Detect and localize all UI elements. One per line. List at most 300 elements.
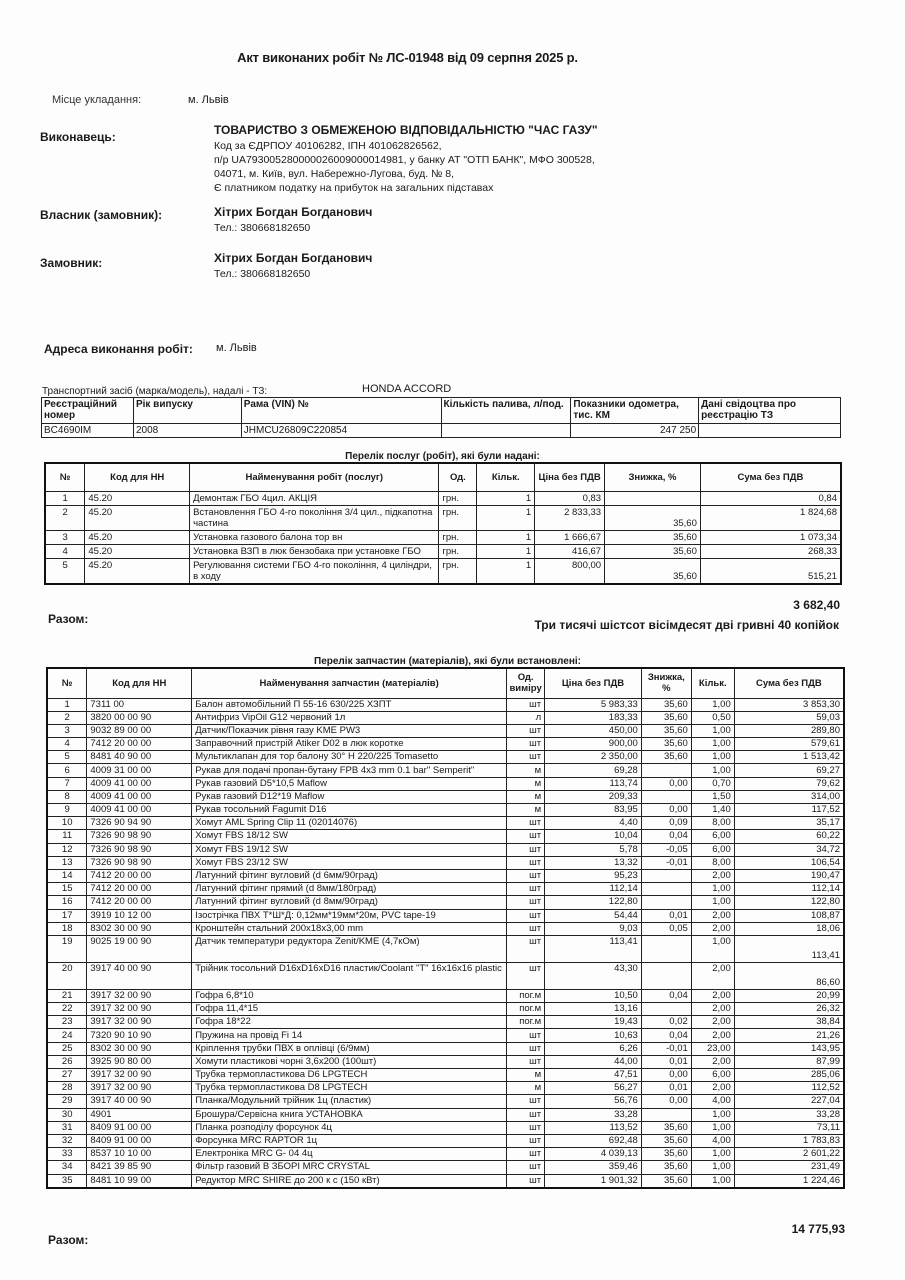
- part-code: 3820 00 00 90: [87, 711, 192, 724]
- part-discount: 0,05: [641, 922, 691, 935]
- part-sum: 18,06: [734, 922, 844, 935]
- part-name: Трубка термопластикова D6 LPGTECH: [192, 1069, 507, 1082]
- part-sum: 285,06: [734, 1069, 844, 1082]
- part-unit: шт: [507, 909, 545, 922]
- part-name: Датчик/Показчик рівня газу KME PW3: [192, 724, 507, 737]
- part-unit: шт: [507, 883, 545, 896]
- part-unit: шт: [507, 1161, 545, 1174]
- part-discount: [641, 869, 691, 882]
- part-code: 7320 90 10 90: [87, 1029, 192, 1042]
- part-discount: [641, 962, 691, 989]
- services-caption: [0, 451, 905, 462]
- parts-row: [47, 1016, 844, 1029]
- part-discount: [641, 935, 691, 962]
- services-header-unit: Од.: [439, 463, 477, 491]
- part-discount: [641, 1003, 691, 1016]
- part-discount: [641, 764, 691, 777]
- part-sum: 1 224,46: [734, 1174, 844, 1188]
- vehicle-odometer: 247 250: [571, 424, 699, 438]
- parts-row: [47, 711, 844, 724]
- part-discount: 35,60: [641, 751, 691, 764]
- part-sum: 112,52: [734, 1082, 844, 1095]
- part-no: 24: [47, 1029, 87, 1042]
- part-price: 54,44: [545, 909, 642, 922]
- parts-header-qty: Кільк.: [691, 668, 734, 698]
- part-unit: шт: [507, 962, 545, 989]
- parts-row: [47, 724, 844, 737]
- part-sum: 34,72: [734, 843, 844, 856]
- service-code: 45.20: [85, 491, 190, 505]
- parts-row: [47, 1042, 844, 1055]
- executor-label: Виконавець:: [40, 130, 116, 144]
- owner-phone: Тел.: 380668182650: [214, 222, 311, 234]
- parts-row: [47, 856, 844, 869]
- part-discount: 0,01: [641, 909, 691, 922]
- part-unit: м: [507, 804, 545, 817]
- part-price: 209,33: [545, 790, 642, 803]
- part-discount: 35,60: [641, 1161, 691, 1174]
- part-code: 4009 31 00 00: [87, 764, 192, 777]
- part-price: 13,16: [545, 1003, 642, 1016]
- services-header-sum: Сума без ПДВ: [700, 463, 841, 491]
- part-price: 83,95: [545, 804, 642, 817]
- part-discount: 35,60: [641, 711, 691, 724]
- service-no: 1: [45, 491, 85, 505]
- part-code: 8302 30 00 90: [87, 1042, 192, 1055]
- parts-row: [47, 804, 844, 817]
- part-price: 9,03: [545, 922, 642, 935]
- part-price: 10,50: [545, 989, 642, 1002]
- part-name: Хомут FBS 19/12 SW: [192, 843, 507, 856]
- part-price: 113,52: [545, 1121, 642, 1134]
- part-code: 4009 41 00 00: [87, 790, 192, 803]
- vehicle-header-year: Рік випуску: [133, 398, 241, 424]
- part-qty: 1,00: [691, 896, 734, 909]
- service-discount: 35,60: [605, 558, 701, 584]
- part-sum: 143,95: [734, 1042, 844, 1055]
- vehicle-header-vin: Рама (VIN) №: [241, 398, 441, 424]
- part-code: 3919 10 12 00: [87, 909, 192, 922]
- parts-row: [47, 1161, 844, 1174]
- part-price: 10,04: [545, 830, 642, 843]
- part-price: 6,26: [545, 1042, 642, 1055]
- part-qty: 2,00: [691, 1003, 734, 1016]
- part-no: 28: [47, 1082, 87, 1095]
- parts-row: [47, 817, 844, 830]
- vehicle-caption: Транспортний засіб (марка/модель), надалі - ТЗ:: [42, 386, 268, 397]
- part-no: 20: [47, 962, 87, 989]
- part-qty: 1,00: [691, 764, 734, 777]
- part-no: 6: [47, 764, 87, 777]
- part-price: 113,41: [545, 935, 642, 962]
- part-code: 3917 32 00 90: [87, 989, 192, 1002]
- part-price: 44,00: [545, 1055, 642, 1068]
- parts-row: [47, 1003, 844, 1016]
- executor-bank: п/р UA793005280000026009000014981, у банку АТ "ОТП БАНК", МФО 300528,: [214, 154, 595, 166]
- parts-row: [47, 962, 844, 989]
- executor-codes: Код за ЄДРПОУ 40106282, ІПН 401062826562,: [214, 140, 442, 152]
- part-price: 450,00: [545, 724, 642, 737]
- part-no: 7: [47, 777, 87, 790]
- part-unit: шт: [507, 922, 545, 935]
- part-sum: 26,32: [734, 1003, 844, 1016]
- part-sum: 106,54: [734, 856, 844, 869]
- customer-name: Хітрих Богдан Богданович: [214, 251, 373, 265]
- service-no: 5: [45, 558, 85, 584]
- part-no: 29: [47, 1095, 87, 1108]
- part-no: 18: [47, 922, 87, 935]
- part-unit: шт: [507, 830, 545, 843]
- part-no: 33: [47, 1148, 87, 1161]
- part-discount: -0,05: [641, 843, 691, 856]
- part-code: 8421 39 85 90: [87, 1161, 192, 1174]
- parts-header-code: Код для НН: [87, 668, 192, 698]
- part-qty: 4,00: [691, 1095, 734, 1108]
- part-no: 16: [47, 896, 87, 909]
- executor-address: 04071, м. Київ, вул. Набережно-Лугова, буд. № 8,: [214, 168, 455, 180]
- service-discount: 35,60: [605, 544, 701, 558]
- part-discount: 0,09: [641, 817, 691, 830]
- part-price: 692,48: [545, 1134, 642, 1147]
- part-name: Датчик температури редуктора Zenit/KME (4,7кОм): [192, 935, 507, 962]
- part-discount: 35,60: [641, 1134, 691, 1147]
- parts-row: [47, 698, 844, 711]
- parts-row: [47, 1134, 844, 1147]
- part-sum: 227,04: [734, 1095, 844, 1108]
- part-discount: 0,01: [641, 1055, 691, 1068]
- part-price: 33,28: [545, 1108, 642, 1121]
- part-discount: 0,04: [641, 830, 691, 843]
- part-discount: [641, 896, 691, 909]
- part-qty: 2,00: [691, 909, 734, 922]
- part-price: 122,80: [545, 896, 642, 909]
- part-price: 56,27: [545, 1082, 642, 1095]
- part-name: Брошура/Сервісна книга УСТАНОВКА: [192, 1108, 507, 1121]
- parts-body: [47, 698, 844, 1188]
- part-name: Хомути пластикові чорні 3,6х200 (100шт): [192, 1055, 507, 1068]
- part-no: 25: [47, 1042, 87, 1055]
- part-code: 8537 10 10 00: [87, 1148, 192, 1161]
- part-name: Кріплення трубки ПВХ в оплівці (6/9мм): [192, 1042, 507, 1055]
- parts-row: [47, 777, 844, 790]
- part-qty: 1,00: [691, 1121, 734, 1134]
- part-price: 5 983,33: [545, 698, 642, 711]
- vehicle-certificate: [699, 424, 841, 438]
- service-unit: грн.: [439, 491, 477, 505]
- services-table: [44, 462, 842, 585]
- part-code: 3917 40 00 90: [87, 962, 192, 989]
- part-qty: 1,00: [691, 698, 734, 711]
- part-no: 8: [47, 790, 87, 803]
- parts-row: [47, 751, 844, 764]
- part-name: Редуктор MRC SHIRE до 200 к с (150 кВт): [192, 1174, 507, 1188]
- part-no: 31: [47, 1121, 87, 1134]
- part-sum: 117,52: [734, 804, 844, 817]
- part-sum: 38,84: [734, 1016, 844, 1029]
- parts-row: [47, 909, 844, 922]
- service-price: 416,67: [535, 544, 605, 558]
- executor-block: [214, 122, 598, 195]
- part-discount: 0,01: [641, 1082, 691, 1095]
- part-qty: 1,00: [691, 1161, 734, 1174]
- service-unit: грн.: [439, 530, 477, 544]
- parts-row: [47, 738, 844, 751]
- service-price: 2 833,33: [535, 505, 605, 530]
- services-caption-text: Перелік послуг (робіт), які були надані:: [345, 451, 540, 462]
- part-qty: 0,70: [691, 777, 734, 790]
- part-no: 17: [47, 909, 87, 922]
- executor-name: ТОВАРИСТВО З ОБМЕЖЕНОЮ ВІДПОВІДАЛЬНІСТЮ "ЧАС ГАЗУ": [214, 123, 598, 137]
- part-code: 7412 20 00 00: [87, 869, 192, 882]
- services-header-no: №: [45, 463, 85, 491]
- part-name: Трубка термопластикова D8 LPGTECH: [192, 1082, 507, 1095]
- vehicle-model: HONDA ACCORD: [362, 383, 452, 395]
- part-code: 7412 20 00 00: [87, 738, 192, 751]
- part-discount: 0,04: [641, 1029, 691, 1042]
- part-qty: 6,00: [691, 843, 734, 856]
- part-discount: -0,01: [641, 1042, 691, 1055]
- part-unit: шт: [507, 1174, 545, 1188]
- parts-header-no: №: [47, 668, 87, 698]
- part-name: Хомут FBS 23/12 SW: [192, 856, 507, 869]
- part-name: Хомут AML Spring Clip 11 (02014076): [192, 817, 507, 830]
- service-code: 45.20: [85, 558, 190, 584]
- part-code: 8302 30 00 90: [87, 922, 192, 935]
- services-row: [45, 505, 841, 530]
- part-qty: 2,00: [691, 869, 734, 882]
- service-code: 45.20: [85, 505, 190, 530]
- service-discount: 35,60: [605, 505, 701, 530]
- parts-row: [47, 869, 844, 882]
- part-name: Латунний фітинг прямий (d 8мм/180град): [192, 883, 507, 896]
- services-row: [45, 558, 841, 584]
- service-sum: 0,84: [700, 491, 841, 505]
- part-unit: шт: [507, 1095, 545, 1108]
- part-no: 14: [47, 869, 87, 882]
- part-sum: 69,27: [734, 764, 844, 777]
- service-sum: 515,21: [700, 558, 841, 584]
- parts-header-sum: Сума без ПДВ: [734, 668, 844, 698]
- part-qty: 23,00: [691, 1042, 734, 1055]
- part-discount: 0,00: [641, 777, 691, 790]
- service-name: Демонтаж ГБО 4цил. АКЦІЯ: [190, 491, 439, 505]
- part-unit: шт: [507, 698, 545, 711]
- parts-total-value: 14 775,93: [791, 1222, 845, 1236]
- part-no: 10: [47, 817, 87, 830]
- part-price: 43,30: [545, 962, 642, 989]
- part-sum: 33,28: [734, 1108, 844, 1121]
- service-name: Встановлення ГБО 4-го покоління 3/4 цил., підкапотна частина: [190, 505, 439, 530]
- part-name: Антифриз VipOil G12 червоний 1л: [192, 711, 507, 724]
- parts-row: [47, 1055, 844, 1068]
- part-name: Фільтр газовий В ЗБОРІ MRC CRYSTAL: [192, 1161, 507, 1174]
- vehicle-year: 2008: [133, 424, 241, 438]
- part-sum: 3 853,30: [734, 698, 844, 711]
- part-discount: 35,60: [641, 1174, 691, 1188]
- part-discount: [641, 883, 691, 896]
- part-qty: 1,00: [691, 738, 734, 751]
- work-address-value: м. Львів: [216, 342, 257, 354]
- part-unit: шт: [507, 751, 545, 764]
- service-discount: 35,60: [605, 530, 701, 544]
- vehicle-header-odometer: Показники одометра, тис. КМ: [571, 398, 699, 424]
- part-unit: шт: [507, 817, 545, 830]
- part-unit: шт: [507, 1029, 545, 1042]
- part-code: 3917 32 00 90: [87, 1082, 192, 1095]
- parts-row: [47, 922, 844, 935]
- part-unit: м: [507, 1082, 545, 1095]
- part-unit: пог.м: [507, 1016, 545, 1029]
- parts-caption: [0, 656, 905, 667]
- part-unit: м: [507, 777, 545, 790]
- owner-label: Власник (замовник):: [40, 208, 163, 222]
- part-name: Гофра 18*22: [192, 1016, 507, 1029]
- parts-row: [47, 790, 844, 803]
- part-discount: 0,04: [641, 989, 691, 1002]
- part-code: 7326 90 98 90: [87, 856, 192, 869]
- part-sum: 20,99: [734, 989, 844, 1002]
- part-no: 3: [47, 724, 87, 737]
- part-sum: 122,80: [734, 896, 844, 909]
- part-qty: 1,00: [691, 724, 734, 737]
- part-qty: 2,00: [691, 1082, 734, 1095]
- part-code: 8481 40 90 00: [87, 751, 192, 764]
- parts-total-label: Разом:: [48, 1233, 89, 1247]
- service-unit: грн.: [439, 505, 477, 530]
- place-value: м. Львів: [188, 94, 229, 106]
- document-title: Акт виконаних робіт № ЛС-01948 від 09 серпня 2025 р.: [237, 50, 578, 65]
- part-price: 113,74: [545, 777, 642, 790]
- service-price: 0,83: [535, 491, 605, 505]
- part-sum: 2 601,22: [734, 1148, 844, 1161]
- part-no: 21: [47, 989, 87, 1002]
- part-qty: 1,50: [691, 790, 734, 803]
- part-no: 19: [47, 935, 87, 962]
- part-sum: 79,62: [734, 777, 844, 790]
- part-qty: 0,50: [691, 711, 734, 724]
- customer-block: [214, 250, 372, 281]
- part-qty: 4,00: [691, 1134, 734, 1147]
- part-no: 4: [47, 738, 87, 751]
- part-no: 12: [47, 843, 87, 856]
- part-unit: шт: [507, 1042, 545, 1055]
- part-sum: 86,60: [734, 962, 844, 989]
- services-total-value: 3 682,40: [793, 598, 840, 612]
- executor-tax-status: Є платником податку на прибуток на загальних підставах: [214, 182, 494, 194]
- customer-label: Замовник:: [40, 256, 103, 270]
- customer-phone: Тел.: 380668182650: [214, 268, 311, 280]
- part-no: 9: [47, 804, 87, 817]
- part-no: 11: [47, 830, 87, 843]
- part-discount: [641, 1108, 691, 1121]
- part-code: 8409 91 00 00: [87, 1121, 192, 1134]
- part-qty: 1,00: [691, 751, 734, 764]
- part-price: 900,00: [545, 738, 642, 751]
- part-unit: шт: [507, 856, 545, 869]
- part-unit: шт: [507, 1134, 545, 1147]
- part-discount: 35,60: [641, 724, 691, 737]
- part-discount: 35,60: [641, 1121, 691, 1134]
- part-no: 5: [47, 751, 87, 764]
- part-no: 15: [47, 883, 87, 896]
- part-unit: шт: [507, 1055, 545, 1068]
- part-name: Рукав тосольний Fagumit D16: [192, 804, 507, 817]
- part-unit: л: [507, 711, 545, 724]
- service-code: 45.20: [85, 544, 190, 558]
- part-price: 56,76: [545, 1095, 642, 1108]
- part-name: Рукав для подачі пропан-бутану FPB 4x3 mm 0.1 bar" Semperit": [192, 764, 507, 777]
- parts-row: [47, 935, 844, 962]
- parts-header-price: Ціна без ПДВ: [545, 668, 642, 698]
- services-total-label: Разом:: [48, 612, 89, 626]
- part-name: Хомут FBS 18/12 SW: [192, 830, 507, 843]
- part-unit: м: [507, 790, 545, 803]
- service-no: 4: [45, 544, 85, 558]
- part-sum: 21,26: [734, 1029, 844, 1042]
- vehicle-vin: JHMCU26809C220854: [241, 424, 441, 438]
- part-code: 4901: [87, 1108, 192, 1121]
- part-name: Рукав газовий D5*10,5 Maflow: [192, 777, 507, 790]
- service-qty: 1: [477, 558, 535, 584]
- parts-header-discount: Знижка, %: [641, 668, 691, 698]
- service-name: Установка ВЗП в люк бензобака при установке ГБО: [190, 544, 439, 558]
- owner-name: Хітрих Богдан Богданович: [214, 205, 373, 219]
- vehicle-table: [41, 397, 841, 438]
- part-discount: 35,60: [641, 1148, 691, 1161]
- part-sum: 289,80: [734, 724, 844, 737]
- parts-row: [47, 1029, 844, 1042]
- part-unit: шт: [507, 935, 545, 962]
- vehicle-header-reg: Реєстраційний номер: [42, 398, 134, 424]
- service-name: Регулювання системи ГБО 4-го покоління, 4 циліндри, в ходу: [190, 558, 439, 584]
- part-discount: [641, 790, 691, 803]
- part-no: 35: [47, 1174, 87, 1188]
- services-row: [45, 491, 841, 505]
- part-price: 5,78: [545, 843, 642, 856]
- part-qty: 2,00: [691, 1055, 734, 1068]
- part-price: 1 901,32: [545, 1174, 642, 1188]
- services-header-name: Найменування робіт (послуг): [190, 463, 439, 491]
- service-discount: [605, 491, 701, 505]
- part-no: 32: [47, 1134, 87, 1147]
- service-qty: 1: [477, 544, 535, 558]
- part-qty: 1,40: [691, 804, 734, 817]
- part-name: Мультиклапан для тор балону 30° H 220/225 Tomasetto: [192, 751, 507, 764]
- part-sum: 1 513,42: [734, 751, 844, 764]
- part-sum: 35,17: [734, 817, 844, 830]
- part-unit: м: [507, 764, 545, 777]
- part-no: 2: [47, 711, 87, 724]
- part-code: 9025 19 00 90: [87, 935, 192, 962]
- part-name: Рукав газовий D12*19 Maflow: [192, 790, 507, 803]
- services-row: [45, 530, 841, 544]
- part-name: Латунний фітинг вугловий (d 6мм/90град): [192, 869, 507, 882]
- parts-row: [47, 1095, 844, 1108]
- part-sum: 231,49: [734, 1161, 844, 1174]
- part-code: 3917 40 00 90: [87, 1095, 192, 1108]
- parts-row: [47, 1121, 844, 1134]
- part-name: Гофра 11,4*15: [192, 1003, 507, 1016]
- part-no: 26: [47, 1055, 87, 1068]
- part-qty: 2,00: [691, 989, 734, 1002]
- part-qty: 2,00: [691, 1016, 734, 1029]
- parts-row: [47, 843, 844, 856]
- part-code: 8409 91 00 00: [87, 1134, 192, 1147]
- part-price: 2 350,00: [545, 751, 642, 764]
- part-code: 3917 32 00 90: [87, 1003, 192, 1016]
- part-qty: 1,00: [691, 1108, 734, 1121]
- work-address-label: Адреса виконання робіт:: [44, 342, 193, 356]
